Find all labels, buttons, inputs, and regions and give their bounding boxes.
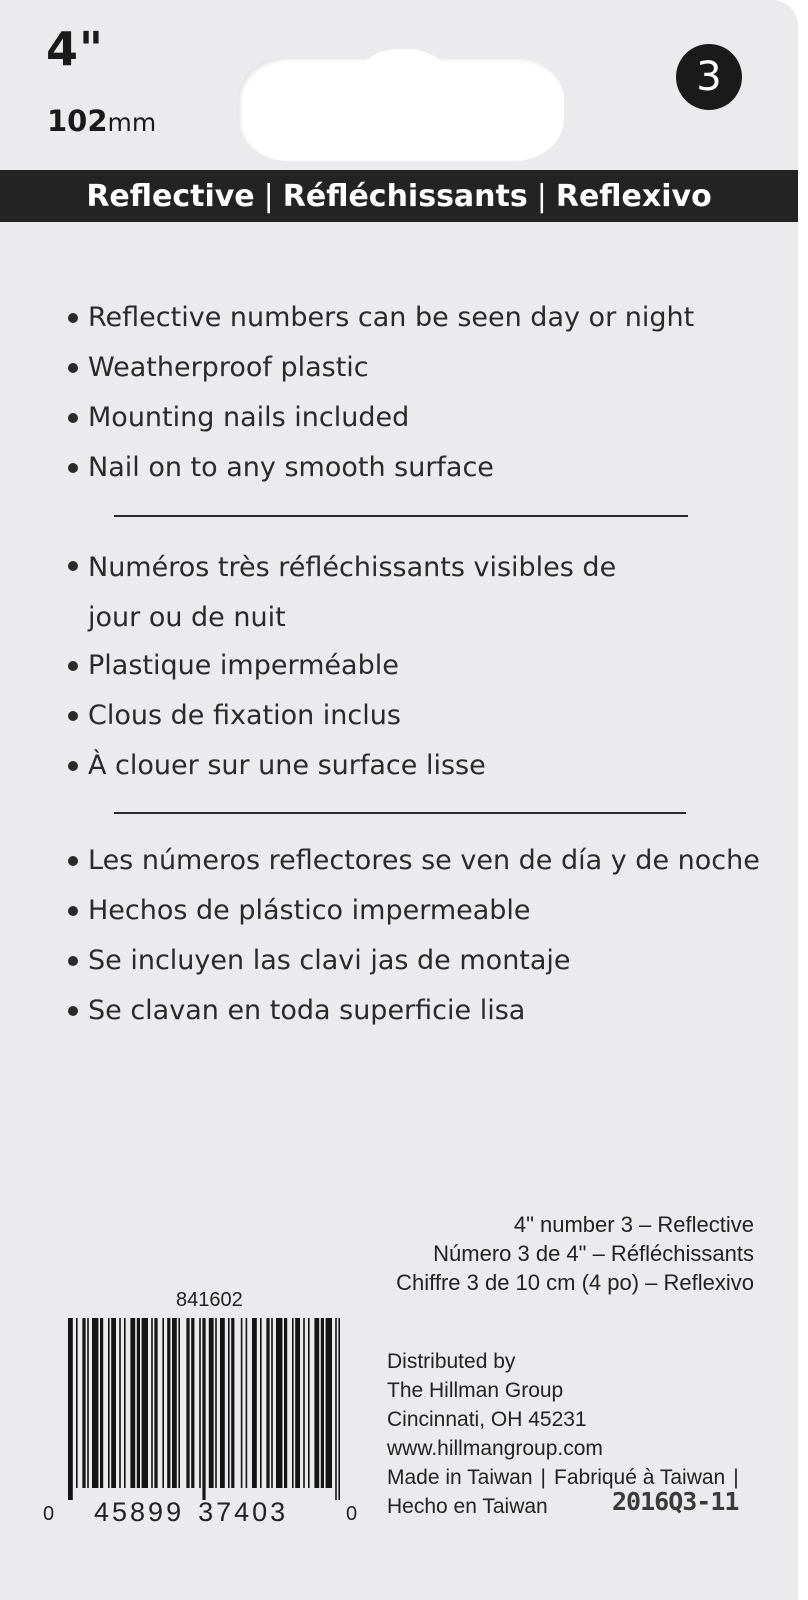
barcode-bar (252, 1318, 257, 1488)
made-in-es: Hecho en Taiwan (387, 1495, 548, 1518)
banner-separator: | (536, 178, 547, 214)
barcode-bar (292, 1318, 294, 1488)
feature-item: À clouer sur une surface lisse (66, 743, 648, 793)
feature-item: Reflective numbers can be seen day or night (66, 295, 694, 345)
banner-en: Reflective (86, 178, 255, 214)
feature-item: Les números reflectores se ven de día y de noche (66, 838, 760, 888)
barcode-bar (108, 1318, 110, 1488)
barcode-bar (335, 1318, 337, 1500)
feature-item: Hechos de plástico impermeable (66, 888, 760, 938)
feature-item: Mounting nails included (66, 395, 694, 445)
barcode-trail-digit: 0 (346, 1503, 358, 1525)
barcode-bar (130, 1318, 135, 1488)
hang-hole (238, 57, 564, 161)
title-banner (0, 170, 798, 222)
barcode-bar (119, 1318, 121, 1488)
barcode-bar (303, 1318, 305, 1488)
banner-es: Reflexivo (555, 178, 712, 214)
distributor-line: Distributed by (387, 1350, 516, 1373)
barcode-right-group: 37403 (198, 1497, 289, 1527)
barcode-bar (82, 1318, 85, 1488)
barcode-bar (308, 1318, 310, 1488)
barcode-bar (178, 1318, 180, 1488)
barcode-left-group: 45899 (94, 1497, 185, 1527)
barcode-bar (199, 1318, 201, 1488)
divider (114, 515, 688, 517)
barcode-bar (191, 1318, 194, 1488)
barcode-bar (271, 1318, 273, 1488)
barcode-bar (124, 1318, 126, 1488)
barcode-bar (162, 1318, 164, 1488)
barcode-bar (154, 1318, 157, 1488)
feature-item: Weatherproof plastic (66, 345, 694, 395)
size-mm-value: 102 (47, 104, 108, 138)
barcode-bar (231, 1318, 234, 1488)
feature-item: Se incluyen las clavi jas de montaje (66, 938, 760, 988)
barcode-bar (321, 1318, 324, 1488)
barcode-bar (295, 1318, 300, 1488)
barcode-bar (111, 1318, 116, 1488)
barcode-bar (338, 1318, 340, 1500)
barcode-bar (215, 1318, 217, 1488)
size-mm-unit: mm (107, 108, 157, 137)
distributor-name: The Hillman Group (387, 1379, 564, 1402)
barcode-bar (266, 1318, 269, 1488)
barcode-bar (326, 1318, 332, 1488)
size-inches: 4" (46, 22, 104, 76)
distributor-address: Cincinnati, OH 45231 (387, 1408, 587, 1431)
description-es: Chiffre 3 de 10 cm (4 po) – Reflexivo (396, 1270, 754, 1295)
banner-separator: | (263, 178, 274, 214)
barcode-bar (87, 1318, 89, 1488)
distributor-website: www.hillmangroup.com (387, 1437, 603, 1460)
feature-list-en (66, 295, 694, 495)
description-fr: Número 3 de 4" – Réfléchissants (433, 1241, 754, 1266)
barcode-bar (314, 1318, 319, 1488)
divider (114, 812, 686, 814)
barcode-bar (167, 1318, 170, 1488)
barcode-bar (276, 1318, 282, 1488)
banner-fr: Réfléchissants (282, 178, 528, 214)
number-badge: 3 (676, 44, 742, 110)
barcode-bar (284, 1318, 287, 1488)
product-description (396, 1210, 754, 1297)
barcode-bar (172, 1318, 177, 1488)
sku-number: 841602 (176, 1289, 243, 1311)
barcode-bar (246, 1318, 248, 1488)
barcode-bar (186, 1318, 189, 1488)
feature-item: Clous de fixation inclus (66, 693, 648, 743)
feature-list-es (66, 838, 760, 1038)
barcode-bar (220, 1318, 225, 1488)
date-code-stamp: 2016Q3-11 (612, 1487, 739, 1516)
barcode-bar (142, 1318, 148, 1488)
barcode-bar (137, 1318, 140, 1488)
barcode-bar (68, 1318, 73, 1500)
barcode-lead-digit: 0 (43, 1503, 55, 1525)
barcode-bar (100, 1318, 103, 1488)
barcode-bar (151, 1318, 153, 1488)
origin-separator: | (540, 1466, 547, 1489)
feature-item: Numéros très réfléchissants visibles de jour ou de nuit (66, 543, 648, 643)
barcode-digits (94, 1497, 288, 1528)
barcode-bar (92, 1318, 98, 1488)
barcode-bar (228, 1318, 230, 1488)
made-in-fr: Fabriqué à Taiwan (554, 1466, 726, 1489)
size-mm (47, 104, 156, 138)
barcode-bar (241, 1318, 243, 1488)
feature-list-fr (66, 543, 648, 793)
feature-item: Se clavan en toda superficie lisa (66, 988, 760, 1038)
barcode-bar (76, 1318, 78, 1488)
made-in-en: Made in Taiwan (387, 1466, 533, 1489)
feature-item: Nail on to any smooth surface (66, 445, 694, 495)
barcode-bar (260, 1318, 262, 1488)
description-en: 4" number 3 – Reflective (513, 1212, 754, 1237)
origin-separator: | (733, 1466, 739, 1489)
barcode-bar (209, 1318, 214, 1488)
feature-item: Plastique imperméable (66, 643, 648, 693)
barcode (68, 1318, 340, 1500)
barcode-bar (202, 1318, 205, 1500)
